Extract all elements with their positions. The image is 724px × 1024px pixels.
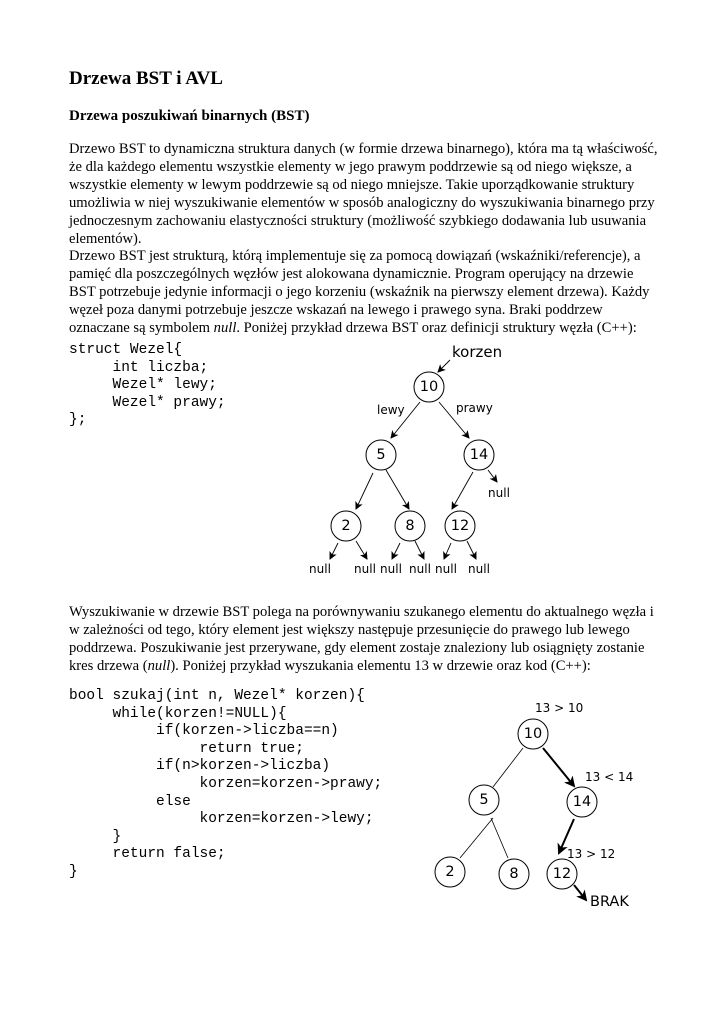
not-found-label: BRAK xyxy=(590,894,629,910)
null-label: null xyxy=(380,562,402,576)
null-label: null xyxy=(468,562,490,576)
code-line: korzen=korzen->prawy; xyxy=(69,775,383,792)
right-edge-label: prawy xyxy=(456,401,493,415)
tree-node-label: 5 xyxy=(376,447,386,463)
code-line: bool szukaj(int n, Wezel* korzen){ xyxy=(69,688,365,704)
code-line: if(korzen->liczba==n) xyxy=(69,723,339,740)
code-line: }; xyxy=(69,412,87,429)
left-edge-label: lewy xyxy=(377,403,405,417)
tree-node-label: 8 xyxy=(405,518,415,534)
tree-node-label: 2 xyxy=(341,518,351,534)
code-line: } xyxy=(69,828,122,845)
search-paragraph-text-a: Wyszukiwanie w drzewie BST polega na porównywaniu szukanego elementu do aktualnego węzła i w zależności od tego, który element jest większy następuje przesunięcie do prawego lub lewego poddrzewa. Poszukiwanie jest przerywane, gdy element zostaje znaleziony lub osiągnięty zostanie kres drzewa ( xyxy=(69,604,654,674)
tree-node-label: 14 xyxy=(469,447,489,463)
code-line: Wezel* prawy; xyxy=(69,394,226,411)
code-line: int liczba; xyxy=(69,359,209,376)
comparison-step-3: 13 > 12 xyxy=(567,847,616,861)
code-line: else xyxy=(69,793,191,810)
null-label: null xyxy=(309,562,331,576)
search-paragraph-text-b: ). Poniżej przykład wyszukania elementu 13 w drzewie oraz kod (C++): xyxy=(170,657,591,674)
null-term: null xyxy=(213,320,237,337)
null-term: null xyxy=(147,657,171,674)
tree-node-label: 5 xyxy=(479,792,489,808)
code-line: return true; xyxy=(69,740,304,757)
root-pointer-label: korzen xyxy=(452,343,503,361)
search-paragraph xyxy=(69,604,661,676)
tree-node-label: 14 xyxy=(572,794,592,810)
intro-paragraph-2-text-a: Drzewo BST jest strukturą, którą implementuje się za pomocą dowiązań (wskaźniki/referencje), a pamięć dla poszczególnych węzłów jest alokowana dynamicznie. Program operujący na drzewie BST potrzebuje jedynie informacji o jego korzeniu (wskaźnik na pierwszy element drzewa). Każdy węzeł poza danymi potrzebuje jeszcze wskazań na lewego i prawego syna. Braki poddrzew oznaczane są symbolem xyxy=(69,248,650,337)
code-line: return false; xyxy=(69,846,226,863)
code-line: while(korzen!=NULL){ xyxy=(69,705,287,722)
struct-code-block xyxy=(69,342,226,430)
tree-node-label: 10 xyxy=(419,379,439,395)
tree-node-label: 8 xyxy=(509,866,519,882)
intro-paragraph-2-text-b: . Poniżej przykład drzewa BST oraz definicji struktury węzła (C++): xyxy=(236,320,637,337)
code-line: korzen=korzen->lewy; xyxy=(69,811,374,828)
null-label: null xyxy=(488,486,510,500)
bst-search-diagram xyxy=(420,695,650,915)
intro-paragraph-2 xyxy=(69,248,661,338)
comparison-step-1: 13 > 10 xyxy=(535,701,584,715)
null-label: null xyxy=(435,562,457,576)
bst-tree-diagram xyxy=(290,338,530,583)
tree-node-label: 10 xyxy=(523,726,543,742)
intro-text xyxy=(69,141,661,338)
code-line: Wezel* lewy; xyxy=(69,377,217,394)
code-line: struct Wezel{ xyxy=(69,342,183,358)
intro-paragraph-1: Drzewo BST to dynamiczna struktura danych (w formie drzewa binarnego), która ma tą właściwość, że dla każdego elementu wszystkie elementy w jego prawym poddrzewie są od niego większe, a wszystkie elementy w lewym poddrzewie są od niego mniejsze. Takie uporządkowanie struktury umożliwia w niej wyszukiwanie elementów w sposób analogiczny do wyszukiwania binarnego przy jednoczesnym zachowaniu elastyczności struktury (możliwość szybkiego dodawania lub usuwania elementów). xyxy=(69,141,658,247)
section-heading: Drzewa poszukiwań binarnych (BST) xyxy=(69,108,310,124)
code-line: } xyxy=(69,863,78,880)
null-label: null xyxy=(354,562,376,576)
tree-node-label: 12 xyxy=(450,518,470,534)
comparison-step-2: 13 < 14 xyxy=(585,770,634,784)
tree-node-label: 2 xyxy=(445,864,455,880)
tree-node-label: 12 xyxy=(552,866,572,882)
search-code-block xyxy=(69,688,382,882)
search-text xyxy=(69,604,661,676)
document-title: Drzewa BST i AVL xyxy=(69,68,223,89)
null-label: null xyxy=(409,562,431,576)
code-line: if(n>korzen->liczba) xyxy=(69,758,331,775)
